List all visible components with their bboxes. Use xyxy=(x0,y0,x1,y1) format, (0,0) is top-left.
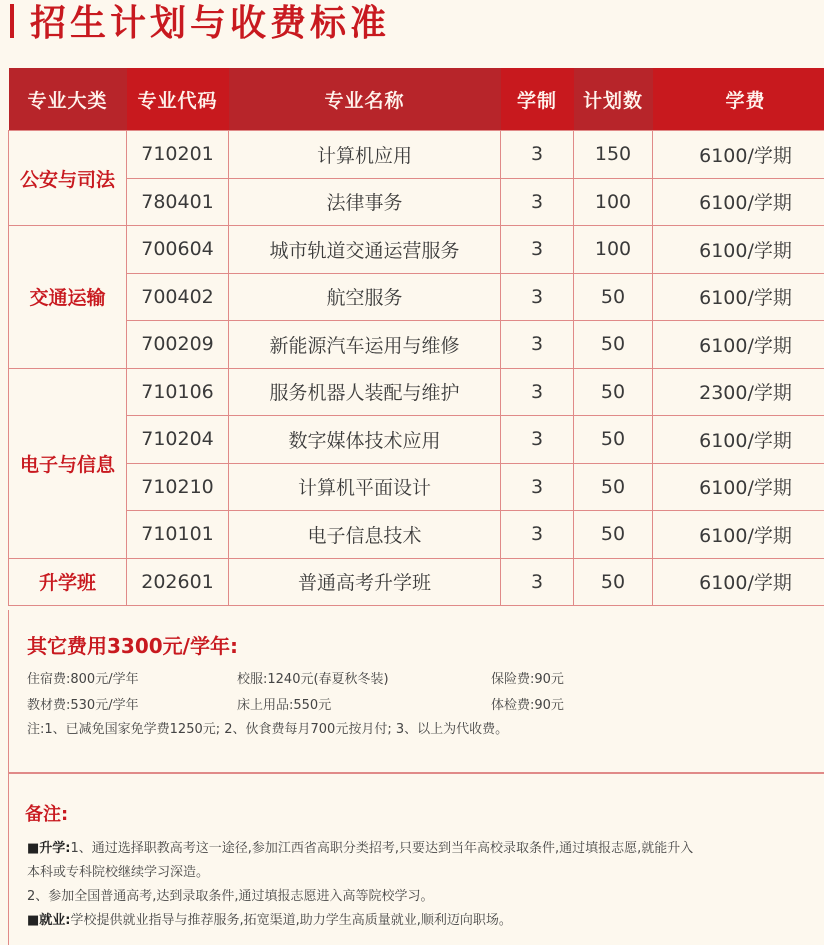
table-row xyxy=(9,321,824,369)
fee-cell: 6100/学期 xyxy=(653,273,824,321)
header-fee: 学费 xyxy=(653,68,824,131)
years-cell: 3 xyxy=(501,178,574,226)
remark-employment xyxy=(27,909,512,928)
fee-cell: 6100/学期 xyxy=(653,226,824,274)
table-row xyxy=(9,463,824,511)
category-cell: 交通运输 xyxy=(9,226,127,369)
fee-item-accommodation: 住宿费:800元/学年 xyxy=(27,672,139,687)
fee-cell: 6100/学期 xyxy=(653,131,824,179)
other-fees-title: 其它费用3300元/学年: xyxy=(27,634,238,658)
code-cell: 710210 xyxy=(127,463,229,511)
name-cell: 服务机器人装配与维护 xyxy=(229,368,501,416)
code-cell: 700209 xyxy=(127,321,229,369)
quota-cell: 50 xyxy=(574,558,653,606)
years-cell: 3 xyxy=(501,273,574,321)
table-row xyxy=(9,558,824,606)
remarks-section xyxy=(8,774,824,945)
name-cell: 计算机平面设计 xyxy=(229,463,501,511)
code-cell: 700402 xyxy=(127,273,229,321)
fee-cell: 6100/学期 xyxy=(653,558,824,606)
years-cell: 3 xyxy=(501,416,574,464)
fee-item-uniform: 校服:1240元(春夏秋冬装) xyxy=(237,672,389,687)
fee-item-textbooks: 教材费:530元/学年 xyxy=(27,698,139,713)
employment-label: ■就业: xyxy=(27,913,71,928)
quota-cell: 100 xyxy=(574,226,653,274)
code-cell: 710106 xyxy=(127,368,229,416)
category-cell: 公安与司法 xyxy=(9,131,127,226)
header-category: 专业大类 xyxy=(9,68,127,131)
fee-item-medical-exam: 体检费:90元 xyxy=(491,698,564,713)
table-row xyxy=(9,416,824,464)
fee-cell: 6100/学期 xyxy=(653,416,824,464)
name-cell: 航空服务 xyxy=(229,273,501,321)
name-cell: 电子信息技术 xyxy=(229,511,501,559)
table-header-row xyxy=(9,68,824,131)
name-cell: 新能源汽车运用与维修 xyxy=(229,321,501,369)
remark-further-study-line2: 本科或专科院校继续学习深造。 xyxy=(27,865,210,880)
name-cell: 数字媒体技术应用 xyxy=(229,416,501,464)
code-cell: 710201 xyxy=(127,131,229,179)
quota-cell: 100 xyxy=(574,178,653,226)
header-name: 专业名称 xyxy=(229,68,501,131)
fee-cell: 6100/学期 xyxy=(653,511,824,559)
table-row xyxy=(9,178,824,226)
header-quota: 计划数 xyxy=(574,68,653,131)
quota-cell: 50 xyxy=(574,416,653,464)
table-row xyxy=(9,368,824,416)
header-code: 专业代码 xyxy=(127,68,229,131)
years-cell: 3 xyxy=(501,226,574,274)
years-cell: 3 xyxy=(501,463,574,511)
years-cell: 3 xyxy=(501,321,574,369)
years-cell: 3 xyxy=(501,368,574,416)
name-cell: 城市轨道交通运营服务 xyxy=(229,226,501,274)
name-cell: 计算机应用 xyxy=(229,131,501,179)
years-cell: 3 xyxy=(501,558,574,606)
page-title-bar xyxy=(0,0,824,50)
further-study-text: 1、通过选择职教高考这一途径,参加江西省高职分类招考,只要达到当年高校录取条件,通过填报志愿,就能升入 xyxy=(70,841,694,856)
name-cell: 法律事务 xyxy=(229,178,501,226)
category-cell: 电子与信息 xyxy=(9,368,127,558)
enrollment-plan-table-container xyxy=(8,68,824,606)
fee-cell: 6100/学期 xyxy=(653,178,824,226)
fee-cell: 6100/学期 xyxy=(653,321,824,369)
table-row xyxy=(9,131,824,179)
remark-further-study-line3: 2、参加全国普通高考,达到录取条件,通过填报志愿进入高等院校学习。 xyxy=(27,889,434,904)
quota-cell: 50 xyxy=(574,368,653,416)
remarks-title: 备注: xyxy=(25,804,69,825)
fee-note: 注:1、已减免国家免学费1250元; 2、伙食费每月700元按月付; 3、以上为代收费。 xyxy=(27,722,509,737)
remark-further-study-line1 xyxy=(27,837,693,856)
title-accent-bar xyxy=(10,4,14,38)
fee-item-insurance: 保险费:90元 xyxy=(491,672,564,687)
quota-cell: 150 xyxy=(574,131,653,179)
quota-cell: 50 xyxy=(574,321,653,369)
table-row xyxy=(9,226,824,274)
fee-cell: 6100/学期 xyxy=(653,463,824,511)
category-cell: 升学班 xyxy=(9,558,127,606)
fee-cell: 2300/学期 xyxy=(653,368,824,416)
enrollment-plan-table xyxy=(8,68,824,606)
code-cell: 710204 xyxy=(127,416,229,464)
years-cell: 3 xyxy=(501,131,574,179)
employment-text: 学校提供就业指导与推荐服务,拓宽渠道,助力学生高质量就业,顺利迈向职场。 xyxy=(70,913,512,928)
quota-cell: 50 xyxy=(574,463,653,511)
code-cell: 710101 xyxy=(127,511,229,559)
code-cell: 780401 xyxy=(127,178,229,226)
table-row xyxy=(9,273,824,321)
code-cell: 202601 xyxy=(127,558,229,606)
other-fees-section xyxy=(8,610,824,774)
quota-cell: 50 xyxy=(574,511,653,559)
years-cell: 3 xyxy=(501,511,574,559)
table-row xyxy=(9,511,824,559)
quota-cell: 50 xyxy=(574,273,653,321)
further-study-label: ■升学: xyxy=(27,841,71,856)
page-title: 招生计划与收费标准 xyxy=(30,2,391,44)
name-cell: 普通高考升学班 xyxy=(229,558,501,606)
code-cell: 700604 xyxy=(127,226,229,274)
header-years: 学制 xyxy=(501,68,574,131)
fee-item-bedding: 床上用品:550元 xyxy=(237,698,332,713)
